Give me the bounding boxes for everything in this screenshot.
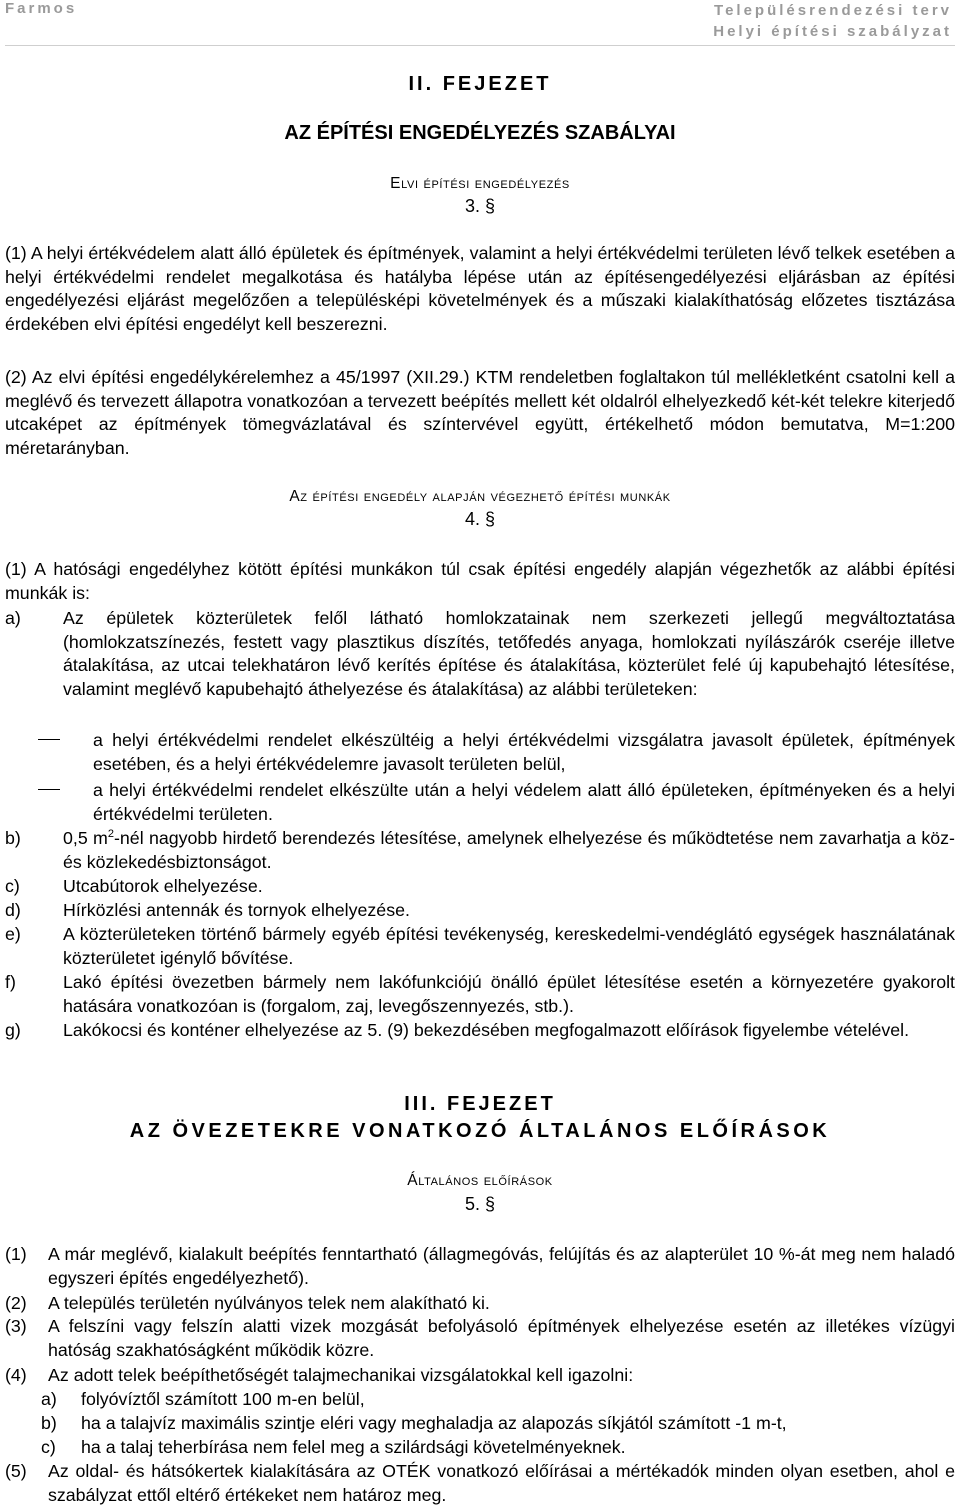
header-right-line2: Helyi építési szabályzat [713,23,952,40]
sec5-item-3 [5,1315,955,1362]
item-marker: e) [5,924,21,944]
sec3-number: 3. § [464,196,496,216]
item-text: Az épületek közterületek felől látható homlokzatainak nem szerkezeti jellegű megváltoztatása (homlokzatszínezés, festett vagy plasztikus díszítés, tetőfedés anyaga, homlokzati nyílászárók cseréje illetve átalakítása, az utcai telekhatáron lévő kerítés építése és átalakítása, közterület felé új kapubehajtó létesítése, valamint meglévő kapubehajtó áthelyezése és átalakítása) az alábbi területeken: [63,608,955,699]
sec5-item-2 [5,1292,955,1316]
sec4-item-b [5,827,955,874]
item-text: A település területén nyúlványos telek nem alakítható ki. [48,1293,490,1313]
sec5-subitem-a [5,1388,955,1412]
sec5-item-1 [5,1243,955,1290]
sec4-item-a [5,607,955,701]
item-text: Hírközlési antennák és tornyok elhelyezése. [63,900,410,920]
item-marker: (4) [5,1365,27,1385]
item-text-post: -nél nagyobb hirdető berendezés létesítése, amelynek elhelyezése és működtetése nem zavarhatja a köz- és közlekedésbiztonságot. [63,828,955,872]
chapter3-title: III. FEJEZET [404,1093,556,1115]
sec5-number: 5. § [464,1194,496,1214]
chapter3-subtitle: AZ ÖVEZETEKRE VONATKOZÓ ÁLTALÁNOS ELŐÍRÁSOK [129,1120,831,1142]
item-marker: (5) [5,1461,27,1481]
item-marker: c) [5,876,20,896]
item-text [63,827,955,874]
sec4-number: 4. § [464,509,496,529]
item-text: a helyi értékvédelmi rendelet elkészültéig a helyi értékvédelmi vizsgálatra javasolt épületek, építmények esetében, és a helyi értékvédelemre javasolt területen belül, [93,730,955,774]
item-text: Utcabútorok elhelyezése. [63,876,263,896]
sec4-title: Az építési engedély alapján végezhető építési munkák [289,488,671,505]
sec4-paragraph-1: (1) A hatósági engedélyhez kötött építési munkákon túl csak építési engedély alapján végezhetők az alábbi építési munkák is: [5,559,955,603]
sec5-subitem-b [5,1412,955,1436]
item-marker: (1) [5,1244,27,1264]
dash-marker-icon [38,729,60,753]
item-text: A közterületeken történő bármely egyéb építési tevékenység, kereskedelmi-vendéglátó egységek használatának közterületet igénylő bővítése. [63,924,955,968]
sec5-title: Általános előírások [407,1172,553,1189]
sec3-paragraph-2: (2) Az elvi építési engedélykérelemhez a 45/1997 (XII.29.) KTM rendeletben foglaltakon túl mellékletként csatolni kell a meglévő és tervezett állapotra vonatkozóan a tervezett beépítés mellett két oldalról elhelyezkedő két-két telekre kiterjedő utcaképet az építmények tömegvázlatával és színtervével együtt, értékelhető módon bemutatva, M=1:200 méretarányban. [5,367,955,458]
item-text: Lakókocsi és konténer elhelyezése az 5. (9) bekezdésében megfogalmazott előírások figyelembe vételével. [63,1020,910,1040]
item-marker: b) [5,828,21,848]
item-text: Az adott telek beépíthetőségét talajmechanikai vizsgálatokkal kell igazolni: [48,1365,634,1385]
sec4-dash-item-2 [5,779,955,826]
sec3-title: Elvi építési engedélyezés [390,175,570,192]
superscript: 2 [107,828,114,841]
header-right [713,0,952,42]
sec4-item-c [5,875,955,899]
sec4-item-f [5,971,955,1018]
sec3-paragraph-1: (1) A helyi értékvédelem alatt álló épületek és építmények, valamint a helyi értékvédelmi területen lévő telkek esetében a helyi értékvédelmi rendelet megalkotása és hatályba lépése után az építésengedélyezési eljárásban az építési engedélyezési eljárást megelőzően a településképi követelmények és a műszaki kialakíthatóság előzetes tisztázása érdekében elvi építési engedélyt kell beszerezni. [5,243,955,334]
item-text-pre: 0,5 m [63,828,108,848]
sec4-item-g [5,1019,955,1043]
item-text: Az oldal- és hátsókertek kialakítására az OTÉK vonatkozó előírásai a mértékadók minden olyan esetben, ahol e szabályzat ettől eltérő értékeket nem határoz meg. [48,1461,955,1505]
sec5-subitem-c [5,1436,955,1460]
item-marker: (2) [5,1293,27,1313]
sec4-item-d [5,899,955,923]
item-marker: a) [41,1389,57,1409]
item-marker: d) [5,900,21,920]
item-marker: g) [5,1020,21,1040]
sec4-dash-item-1 [5,729,955,776]
sec5-item-4 [5,1364,955,1388]
item-text: ha a talaj teherbírása nem felel meg a szilárdsági követelményeknek. [81,1437,626,1457]
item-text: A már meglévő, kialakult beépítés fenntartható (állagmegóvás, felújítás és az alapterület 10 %-át meg nem haladó egyszeri építés engedélyezhető). [48,1244,955,1288]
item-text: ha a talajvíz maximális szintje eléri vagy meghaladja az alapozás síkjától számított -1 m-t, [81,1413,787,1433]
item-text: a helyi értékvédelmi rendelet elkészülte után a helyi védelem alatt álló épületeken, építményeken és a helyi értékvédelmi területen. [93,780,955,824]
dash-marker-icon [38,779,60,803]
chapter2-title: II. FEJEZET [408,73,552,95]
header-left: Farmos [5,0,78,17]
item-marker: b) [41,1413,57,1433]
header-divider [5,45,955,46]
sec4-item-e [5,923,955,970]
item-marker: a) [5,608,21,628]
item-text: Lakó építési övezetben bármely nem lakófunkciójú önálló épület létesítése esetén a környezetére gyakorolt hatására vonatkozóan is (forgalom, zaj, levegőszennyezés, stb.). [63,972,955,1016]
item-text: folyóvíztől számított 100 m-en belül, [81,1389,365,1409]
item-marker: (3) [5,1316,27,1336]
item-text: A felszíni vagy felszín alatti vizek mozgását befolyásoló építmények elhelyezése esetén az illetékes vízügyi hatóság szakhatóságként működik közre. [48,1316,955,1360]
header-right-line1: Településrendezési terv [714,2,952,19]
sec5-item-5 [5,1460,955,1507]
chapter2-subtitle: AZ ÉPÍTÉSI ENGEDÉLYEZÉS SZABÁLYAI [284,122,676,144]
item-marker: f) [5,972,16,992]
item-marker: c) [41,1437,56,1457]
